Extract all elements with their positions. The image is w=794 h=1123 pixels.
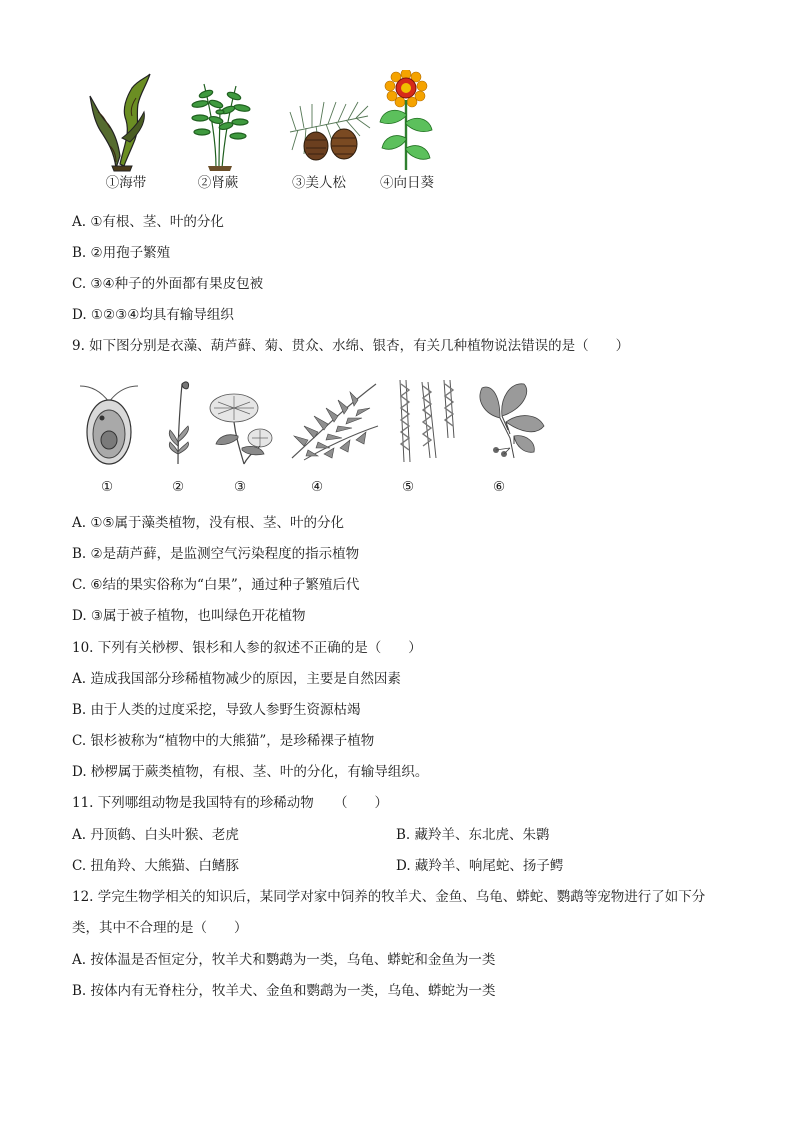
figure-plants-2 [74, 374, 554, 470]
q11-option-d: D. 藏羚羊、响尾蛇、扬子鳄 [396, 858, 564, 874]
ginkgo-illustration [470, 378, 550, 464]
pine-illustration [286, 92, 372, 170]
fern-illustration [186, 76, 256, 172]
q9-option-d: D. ③属于被子植物，也叫绿色开花植物 [72, 608, 306, 624]
q12-stem-line2: 类，其中不合理的是（ ） [72, 920, 248, 936]
q9-option-c: C. ⑥结的果实俗称为“白果”，通过种子繁殖后代 [72, 577, 360, 593]
q10-option-a: A. 造成我国部分珍稀植物减少的原因，主要是自然因素 [72, 671, 401, 687]
figure2-label-1: ① [100, 479, 114, 495]
q9-stem: 9. 如下图分别是衣藻、葫芦藓、菊、贯众、水绵、银杏，有关几种植物说法错误的是（ ） [72, 338, 630, 354]
q8-option-d: D. ①②③④均具有输导组织 [72, 307, 234, 323]
q12-stem-line1: 12. 学完生物学相关的知识后，某同学对家中饲养的牧羊犬、金鱼、乌龟、蟒蛇、鹦鹉等宠物进行了如下分 [72, 889, 706, 905]
figure-plants-1 [80, 70, 450, 180]
q10-option-d: D. 桫椤属于蕨类植物，有根、茎、叶的分化，有输导组织。 [72, 764, 429, 780]
figure2-label-3: ③ [233, 479, 247, 495]
caption-fern: ②肾蕨 [197, 175, 239, 191]
q8-option-c: C. ③④种子的外面都有果皮包被 [72, 276, 264, 292]
moss-illustration [164, 376, 194, 466]
kelp-illustration [86, 72, 158, 172]
q10-option-c: C. 银杉被称为“植物中的大熊猫”，是珍稀裸子植物 [72, 733, 375, 749]
q10-option-b: B. 由于人类的过度采挖，导致人参野生资源枯竭 [72, 702, 361, 718]
caption-sunflower: ④向日葵 [380, 175, 434, 191]
sunflower-illustration [376, 70, 436, 174]
q11-option-a: A. 丹顶鹤、白头叶猴、老虎 [72, 827, 239, 843]
figure2-label-5: ⑤ [401, 479, 415, 495]
q11-option-c: C. 扭角羚、大熊猫、白鳍豚 [72, 858, 239, 874]
q12-option-a: A. 按体温是否恒定分，牧羊犬和鹦鹉为一类，乌龟、蟒蛇和金鱼为一类 [72, 952, 496, 968]
chrysanthemum-illustration [204, 384, 278, 466]
holly-fern-illustration [284, 378, 380, 464]
q9-option-a: A. ①⑤属于藻类植物，没有根、茎、叶的分化 [72, 515, 345, 531]
spirogyra-illustration [392, 378, 462, 464]
caption-pine: ③美人松 [292, 175, 346, 191]
caption-kelp: ①海带 [105, 175, 147, 191]
figure2-label-4: ④ [310, 479, 324, 495]
figure2-label-6: ⑥ [492, 479, 506, 495]
q12-option-b: B. 按体内有无脊柱分，牧羊犬、金鱼和鹦鹉为一类，乌龟、蟒蛇为一类 [72, 983, 496, 999]
figure2-label-2: ② [171, 479, 185, 495]
q10-stem: 10. 下列有关桫椤、银杉和人参的叙述不正确的是（ ） [72, 640, 422, 656]
q8-option-b: B. ②用孢子繁殖 [72, 245, 171, 261]
chlamydomonas-illustration [74, 380, 144, 468]
q9-option-b: B. ②是葫芦藓，是监测空气污染程度的指示植物 [72, 546, 360, 562]
q11-stem: 11. 下列哪组动物是我国特有的珍稀动物 （ ） [72, 795, 389, 811]
q8-option-a: A. ①有根、茎、叶的分化 [72, 214, 224, 230]
q11-option-b: B. 藏羚羊、东北虎、朱鹮 [396, 827, 550, 843]
